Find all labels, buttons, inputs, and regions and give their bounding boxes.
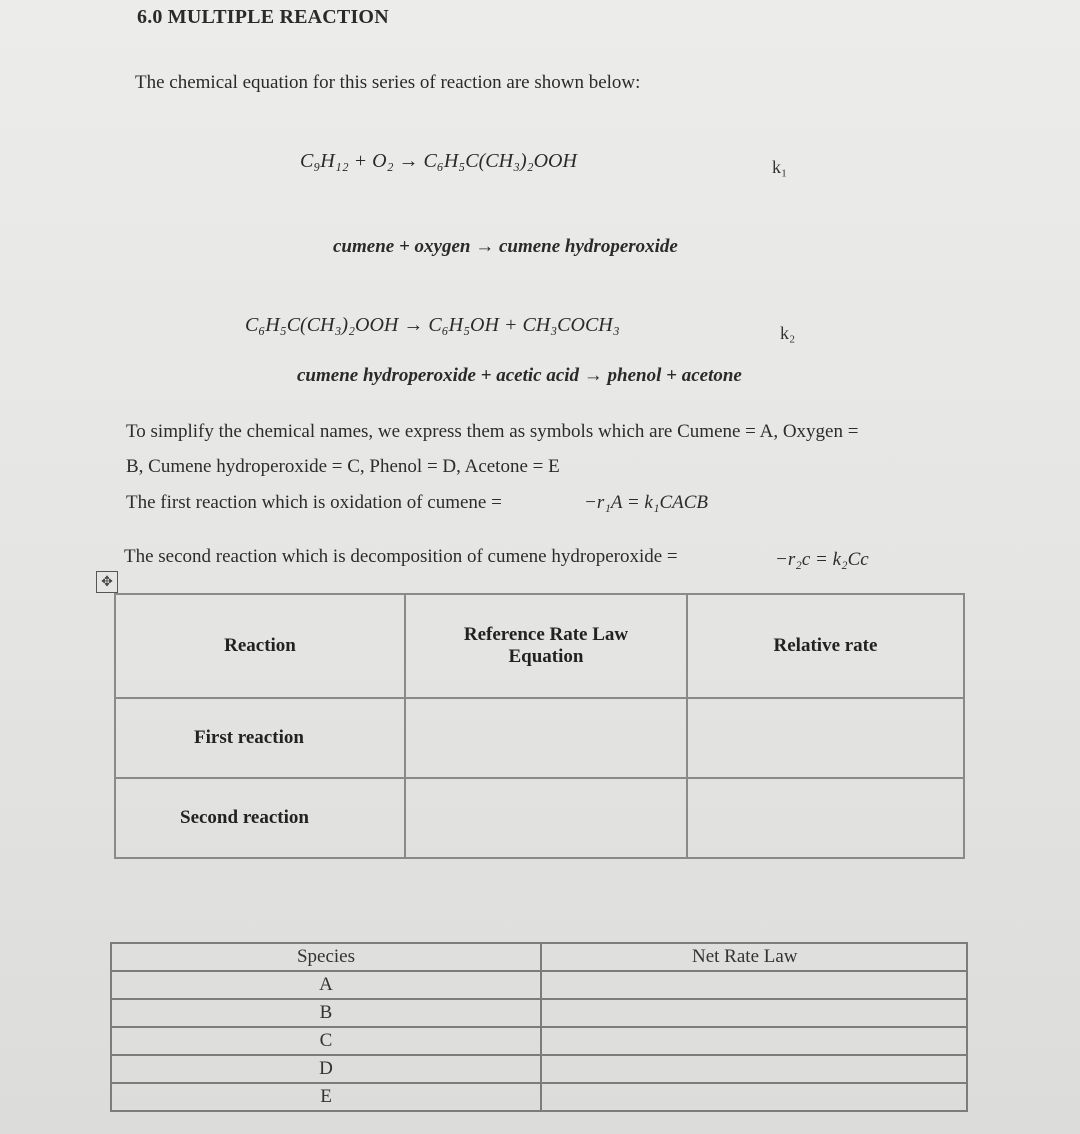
first-rate-law: −r₁A = k₁CACB: [584, 492, 709, 513]
row-second-reaction: Second reaction: [115, 778, 405, 858]
reaction1-words: cumene + oxygen → cumene hydroperoxide: [333, 236, 678, 257]
net-rate-cell[interactable]: [541, 1027, 967, 1055]
species-d: D: [111, 1055, 541, 1083]
second-reaction-text: The second reaction which is decomposition of cumene hydroperoxide =: [124, 546, 678, 567]
cell-empty[interactable]: [687, 778, 964, 858]
table-row: [115, 698, 964, 778]
table-row: [115, 594, 964, 698]
table-row: [111, 999, 967, 1027]
header-species: Species: [111, 943, 541, 971]
cell-empty[interactable]: [405, 698, 687, 778]
species-a: A: [111, 971, 541, 999]
net-rate-cell[interactable]: [541, 971, 967, 999]
section-heading: 6.0 MULTIPLE REACTION: [137, 6, 389, 28]
table-row: [111, 971, 967, 999]
species-b: B: [111, 999, 541, 1027]
table-row: [111, 943, 967, 971]
table-row: [111, 1055, 967, 1083]
header-reference-rate-law: Reference Rate Law Equation: [405, 594, 687, 698]
reaction2-equation: C₆H₅C(CH₃)₂OOH → C₆H₅OH + CH₃COCH₃: [245, 314, 620, 336]
net-rate-cell[interactable]: [541, 1083, 967, 1111]
header-net-rate-law: Net Rate Law: [541, 943, 967, 971]
reaction2-rate-constant: k₂: [780, 323, 796, 343]
species-e: E: [111, 1083, 541, 1111]
first-reaction-text: The first reaction which is oxidation of cumene =: [126, 492, 502, 513]
cell-empty[interactable]: [405, 778, 687, 858]
species-table: [110, 942, 968, 1112]
net-rate-cell[interactable]: [541, 999, 967, 1027]
reaction1-equation: C₉H₁₂ + O₂ → C₆H₅C(CH₃)₂OOH: [300, 150, 577, 172]
reaction2-words: cumene hydroperoxide + acetic acid → phenol + acetone: [297, 365, 742, 386]
simplify-line-2: B, Cumene hydroperoxide = C, Phenol = D, Acetone = E: [126, 456, 560, 477]
net-rate-cell[interactable]: [541, 1055, 967, 1083]
reaction1-rate-constant: k₁: [772, 157, 788, 177]
table-row: [111, 1083, 967, 1111]
second-rate-law: −r₂c = k₂Cc: [775, 549, 869, 570]
intro-text: The chemical equation for this series of reaction are shown below:: [135, 72, 641, 93]
move-icon[interactable]: ✥: [96, 571, 118, 593]
table-row: [115, 778, 964, 858]
header-reaction: Reaction: [115, 594, 405, 698]
row-first-reaction: First reaction: [115, 698, 405, 778]
species-c: C: [111, 1027, 541, 1055]
rate-table: [114, 593, 965, 859]
header-relative-rate: Relative rate: [687, 594, 964, 698]
cell-empty[interactable]: [687, 698, 964, 778]
table-row: [111, 1027, 967, 1055]
simplify-line-1: To simplify the chemical names, we express them as symbols which are Cumene = A, Oxygen =: [126, 421, 859, 442]
